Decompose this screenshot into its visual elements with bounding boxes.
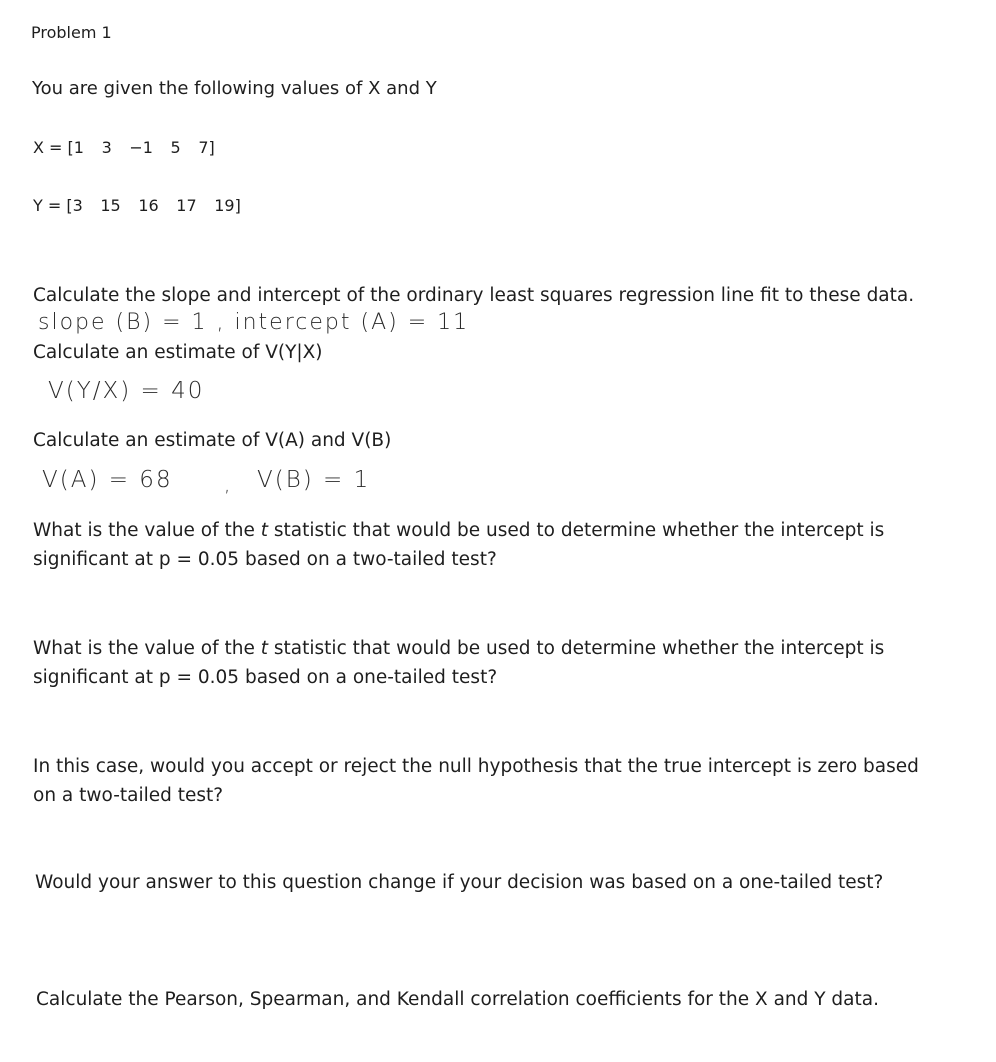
x-value: 3: [101, 138, 112, 157]
y-value: 17: [176, 196, 197, 215]
text-span: statistic that would be used to determine whether the intercept is: [268, 638, 885, 659]
y-value: 16: [138, 196, 159, 215]
x-vector: [33, 140, 215, 156]
x-value: −1: [129, 138, 153, 157]
x-vector-label: X = [: [33, 138, 74, 157]
text-span: What is the value of the: [33, 638, 261, 659]
x-value: 5: [170, 138, 181, 157]
question-variance-yx: Calculate an estimate of V(Y|X): [33, 342, 323, 363]
x-value: 1: [73, 138, 84, 157]
intro-text: You are given the following values of X and Y: [32, 78, 437, 99]
question-line: [33, 516, 973, 545]
answer-separator: ,: [224, 472, 233, 496]
question-t-one-tailed: [33, 634, 973, 692]
y-value: 19: [214, 196, 235, 215]
problem-title: Problem 1: [31, 23, 112, 42]
y-vector: [33, 198, 241, 214]
text-span: What is the value of the: [33, 520, 261, 541]
x-value: 7: [198, 138, 209, 157]
answer-variance-b: V(B) = 1: [257, 467, 371, 493]
question-one-tailed-change: Would your answer to this question change if your decision was based on a one-tailed test?: [35, 872, 884, 893]
question-line: significant at p = 0.05 based on a one-tailed test?: [33, 667, 498, 688]
t-variable: t: [260, 520, 269, 541]
question-line: on a two-tailed test?: [33, 785, 224, 806]
question-line: significant at p = 0.05 based on a two-tailed test?: [33, 549, 497, 570]
question-line: [33, 634, 973, 663]
answer-variance-yx: V(Y/X) = 40: [48, 378, 205, 404]
question-accept-reject: [33, 752, 973, 810]
question-slope-intercept: Calculate the slope and intercept of the ordinary least squares regression line fit to these data.: [33, 285, 915, 306]
answer-slope-intercept: slope (B) = 1 , intercept (A) = 11: [38, 310, 470, 335]
text-span: statistic that would be used to determine whether the intercept is: [268, 520, 885, 541]
question-t-two-tailed: [33, 516, 973, 574]
y-vector-close: ]: [234, 196, 241, 215]
x-vector-close: ]: [208, 138, 215, 157]
y-vector-label: Y = [: [33, 196, 73, 215]
question-variance-a-b: Calculate an estimate of V(A) and V(B): [33, 430, 392, 451]
question-correlations: Calculate the Pearson, Spearman, and Kendall correlation coefficients for the X and Y data.: [36, 989, 879, 1010]
question-line: In this case, would you accept or reject the null hypothesis that the true intercept is zero based: [33, 756, 919, 777]
answer-variance-a: V(A) = 68: [42, 467, 173, 493]
y-value: 3: [72, 196, 83, 215]
t-variable: t: [260, 638, 269, 659]
y-value: 15: [100, 196, 121, 215]
